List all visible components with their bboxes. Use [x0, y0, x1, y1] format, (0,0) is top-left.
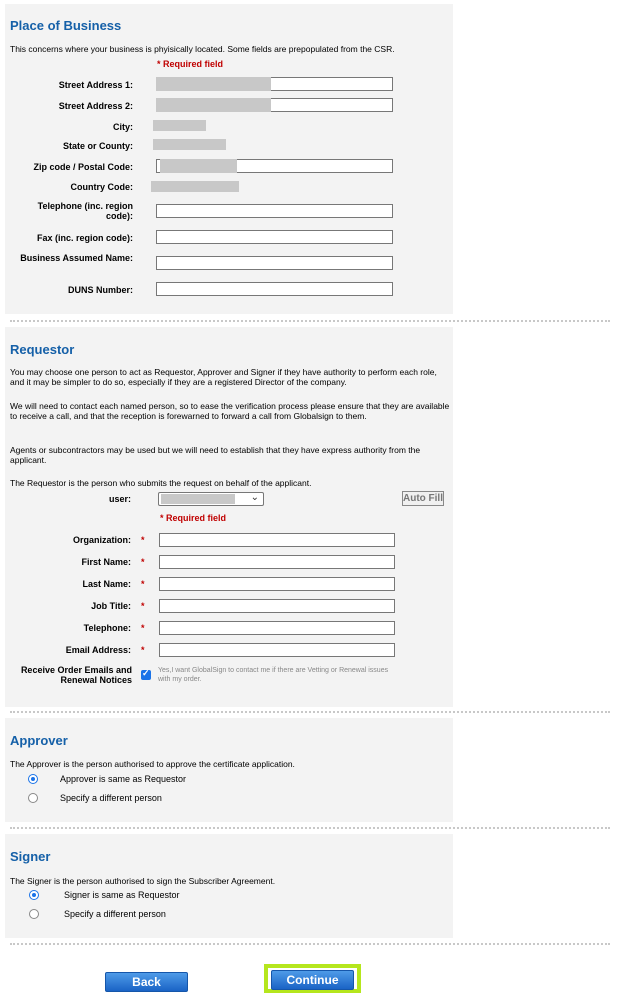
duns-number-input[interactable]: [156, 282, 393, 296]
country-code-label: Country Code:: [70, 182, 133, 192]
required-star: *: [160, 513, 164, 523]
receive-notices-label: Receive Order Emails and Renewal Notices: [20, 665, 132, 685]
business-assumed-name-label: Business Assumed Name:: [20, 253, 133, 263]
receive-notices-checkbox[interactable]: [141, 670, 151, 680]
back-button[interactable]: Back: [105, 972, 188, 992]
required-star: *: [141, 645, 145, 655]
requestor-title: Requestor: [10, 342, 75, 357]
last-name-label: Last Name:: [82, 579, 131, 589]
approver-same-label: Approver is same as Requestor: [60, 774, 187, 784]
place-of-business-intro: This concerns where your business is phyisically located. Some fields are prepopulated from the CSR.: [10, 44, 395, 54]
place-of-business-title: Place of Business: [10, 18, 122, 33]
requestor-paragraph-3: Agents or subcontractors may be used but we will need to establish that they have express authority from the applicant.: [10, 445, 421, 465]
required-field-label: Required field: [166, 513, 227, 523]
street-address-2-label: Street Address 2:: [58, 101, 133, 111]
receive-notices-text: Yes,I want GlobalSign to contact me if there are Vetting or Renewal issues with my order.: [158, 667, 389, 683]
chevron-down-icon: ⌄: [250, 492, 259, 503]
first-name-label: First Name:: [81, 557, 131, 567]
section-divider: [10, 827, 610, 829]
zip-code-label: Zip code / Postal Code:: [33, 162, 133, 172]
required-star: *: [141, 601, 145, 611]
approver-description: The Approver is the person authorised to approve the certificate application.: [10, 759, 295, 769]
signer-panel: [5, 834, 453, 938]
duns-number-label: DUNS Number:: [67, 285, 133, 295]
telephone-label: Telephone (inc. region code):: [37, 201, 133, 221]
section-divider: [10, 320, 610, 322]
user-select-redacted: [161, 494, 235, 504]
required-star: *: [141, 579, 145, 589]
signer-same-radio[interactable]: [29, 890, 39, 900]
signer-same-label: Signer is same as Requestor: [64, 890, 180, 900]
fax-label: Fax (inc. region code):: [36, 233, 133, 243]
requestor-paragraph-4: The Requestor is the person who submits the request on behalf of the applicant.: [10, 478, 312, 488]
job-title-input[interactable]: [159, 599, 395, 613]
state-label: State or County:: [62, 141, 133, 151]
section-divider: [10, 943, 610, 945]
business-assumed-name-input[interactable]: [156, 256, 393, 270]
job-title-label: Job Title:: [91, 601, 131, 611]
continue-button[interactable]: Continue: [271, 970, 354, 990]
approver-panel: [5, 718, 453, 822]
signer-description: The Signer is the person authorised to sign the Subscriber Agreement.: [10, 876, 276, 886]
required-star: *: [157, 59, 161, 69]
country-code-redacted: [151, 181, 239, 192]
telephone-input[interactable]: [159, 621, 395, 635]
approver-different-radio[interactable]: [28, 793, 38, 803]
place-of-business-panel: [5, 4, 453, 314]
signer-different-label: Specify a different person: [64, 909, 166, 919]
signer-different-radio[interactable]: [29, 909, 39, 919]
city-value-redacted: [153, 120, 206, 131]
fax-input[interactable]: [156, 230, 393, 244]
organization-input[interactable]: [159, 533, 395, 547]
required-star: *: [141, 557, 145, 567]
approver-different-label: Specify a different person: [60, 793, 162, 803]
approver-title: Approver: [10, 733, 68, 748]
street-address-1-redacted: [156, 77, 271, 91]
requestor-panel: [5, 327, 453, 707]
email-address-label: Email Address:: [65, 645, 131, 655]
signer-title: Signer: [10, 849, 51, 864]
telephone-input[interactable]: [156, 204, 393, 218]
street-address-1-label: Street Address 1:: [58, 80, 133, 90]
street-address-2-redacted: [156, 98, 271, 112]
email-address-input[interactable]: [159, 643, 395, 657]
auto-fill-button[interactable]: Auto Fill: [403, 493, 443, 504]
city-label: City:: [113, 122, 133, 132]
required-field-label: Required field: [163, 59, 224, 69]
required-field-note: [160, 513, 226, 523]
required-star: *: [141, 535, 145, 545]
requestor-paragraph-1: You may choose one person to act as Requestor, Approver and Signer if they have authority to perform each role, and it may be simpler to do so, especially if they are a registered Director of the company.: [10, 367, 437, 387]
required-field-note: [157, 59, 223, 69]
section-divider: [10, 711, 610, 713]
state-value-redacted: [153, 139, 226, 150]
telephone-label: Telephone:: [83, 623, 131, 633]
required-star: *: [141, 623, 145, 633]
user-select[interactable]: [158, 492, 264, 506]
first-name-input[interactable]: [159, 555, 395, 569]
user-label: user:: [108, 494, 131, 504]
organization-label: Organization:: [73, 535, 131, 545]
approver-same-radio[interactable]: [28, 774, 38, 784]
zip-code-redacted: [160, 159, 237, 173]
last-name-input[interactable]: [159, 577, 395, 591]
requestor-paragraph-2: We will need to contact each named person, so to ease the verification process please ensure that they are available to receive a call, and that the reception is forewarned to forward a call from Globalsign to them.: [10, 401, 450, 421]
checkmark-icon: ✓: [142, 668, 150, 678]
